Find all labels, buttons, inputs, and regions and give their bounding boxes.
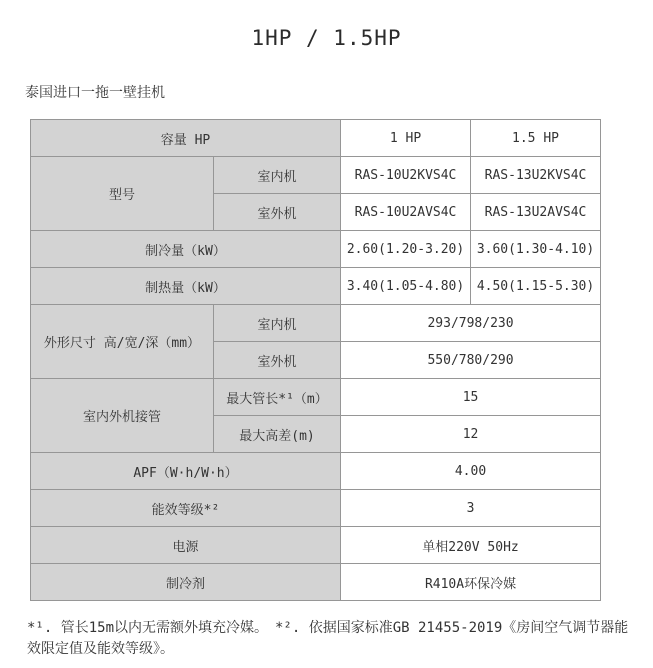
page-subtitle: 泰国进口一拖一壁挂机 xyxy=(25,85,165,101)
cooling-1-5hp-cell: 3.60(1.30-4.10) xyxy=(471,231,601,268)
table-row-dimensions-indoor xyxy=(31,305,601,342)
page-title: 1HP / 1.5HP xyxy=(251,26,402,50)
max-height-diff-label-cell: 最大高差(m) xyxy=(214,416,341,453)
capacity-1-5hp-cell: 1.5 HP xyxy=(471,120,601,157)
cooling-label-cell: 制冷量（kW） xyxy=(31,231,341,268)
table-row-capacity xyxy=(31,120,601,157)
max-pipe-length-label-cell: 最大管长*¹（m） xyxy=(214,379,341,416)
cooling-1hp-cell: 2.60(1.20-3.20) xyxy=(341,231,471,268)
table-row-apf xyxy=(31,453,601,490)
dimensions-indoor-value-cell: 293/798/230 xyxy=(341,305,601,342)
model-outdoor-1hp-cell: RAS-10U2AVS4C xyxy=(341,194,471,231)
model-outdoor-1-5hp-cell: RAS-13U2AVS4C xyxy=(471,194,601,231)
model-indoor-1hp-cell: RAS-10U2KVS4C xyxy=(341,157,471,194)
table-row-heating xyxy=(31,268,601,305)
spec-table xyxy=(30,119,601,601)
max-height-diff-value-cell: 12 xyxy=(341,416,601,453)
energy-grade-label-cell: 能效等级*² xyxy=(31,490,341,527)
heating-1-5hp-cell: 4.50(1.15-5.30) xyxy=(471,268,601,305)
capacity-1hp-cell: 1 HP xyxy=(341,120,471,157)
table-row-model-indoor xyxy=(31,157,601,194)
model-indoor-1-5hp-cell: RAS-13U2KVS4C xyxy=(471,157,601,194)
table-row-power-supply xyxy=(31,527,601,564)
capacity-label-cell: 容量 HP xyxy=(31,120,341,157)
table-row-refrigerant xyxy=(31,564,601,601)
power-supply-label-cell: 电源 xyxy=(31,527,341,564)
dimensions-outdoor-value-cell: 550/780/290 xyxy=(341,342,601,379)
max-pipe-length-value-cell: 15 xyxy=(341,379,601,416)
dimensions-label-cell: 外形尺寸 高/宽/深（mm） xyxy=(31,305,214,379)
footnote: *¹. 管长15m以内无需额外填充冷媒。 *². 依据国家标准GB 21455-2019《房间空气调节器能效限定值及能效等级》。 xyxy=(27,620,629,657)
table-row-max-pipe-length xyxy=(31,379,601,416)
table-row-energy-grade xyxy=(31,490,601,527)
apf-value-cell: 4.00 xyxy=(341,453,601,490)
model-outdoor-label-cell: 室外机 xyxy=(214,194,341,231)
dimensions-outdoor-label-cell: 室外机 xyxy=(214,342,341,379)
heating-1hp-cell: 3.40(1.05-4.80) xyxy=(341,268,471,305)
table-row-cooling xyxy=(31,231,601,268)
model-indoor-label-cell: 室内机 xyxy=(214,157,341,194)
piping-label-cell: 室内外机接管 xyxy=(31,379,214,453)
apf-label-cell: APF（W·h/W·h） xyxy=(31,453,341,490)
refrigerant-value-cell: R410A环保冷媒 xyxy=(341,564,601,601)
energy-grade-value-cell: 3 xyxy=(341,490,601,527)
model-label-cell: 型号 xyxy=(31,157,214,231)
power-supply-value-cell: 单相220V 50Hz xyxy=(341,527,601,564)
heating-label-cell: 制热量（kW） xyxy=(31,268,341,305)
dimensions-indoor-label-cell: 室内机 xyxy=(214,305,341,342)
refrigerant-label-cell: 制冷剂 xyxy=(31,564,341,601)
